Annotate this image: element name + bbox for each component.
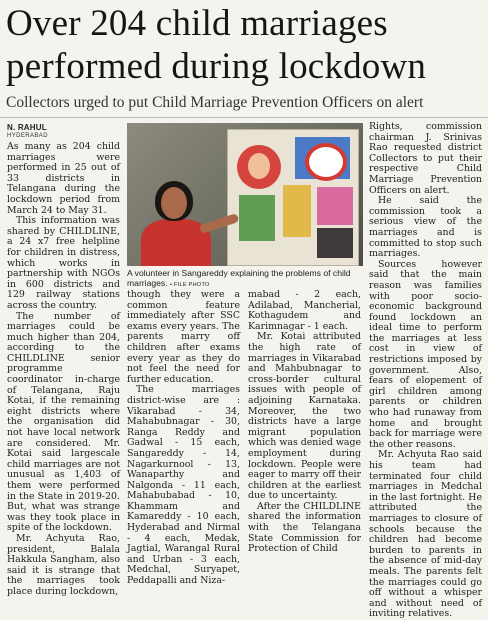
paragraph: The number of marriages could be much higher than 204, according to the CHILDLINE senior programme coordinator in-charge of Telangana, Raju Kotai, if the remaining eight districts where the organisation did not have local network are considered. Mr. Kotai said largescale child marriages are not unusual as 1,403 of them were performed in the State in 2019-20. But, what was strange was they took place in spite of the lockdown.	[7, 310, 120, 534]
paragraph: Sources however said that the main reason was families with poor socio-economic background found lockdown an ideal time to perform the marriages at less cost in view of restrictions imposed by government. Also, fears of elopement of girl children among parents or children who had runaway from home and brought back for marriage were the other reasons.	[369, 258, 482, 450]
paragraph: He said the commission took a serious view of the marriages and is committed to stop such marriages.	[369, 195, 482, 260]
column-2	[127, 290, 240, 587]
subheadline: Collectors urged to put Child Marriage Prevention Officers on alert	[6, 94, 424, 111]
divider	[0, 117, 488, 118]
column-3	[248, 290, 361, 555]
paragraph: As many as 204 child marriages were performed in 25 out of 33 districts in Telangana during the lockdown period from March 24 to May 31.	[7, 141, 120, 216]
paragraph: The marriages district-wise are : Vikarabad - 34, Mahabubnagar - 30, Ranga Reddy and Gadwal - 15 each, Sangareddy - 14, Nagarkurnool - 13, Wanaparthy and Nalgonda - 11 each, Mahabubabad - 10, Khammam and Kamareddy - 10 each, Hyderabad and Nirmal - 4 each, Medak, Jagtial, Warangal Rural and Urban - 3 each, Medchal, Suryapet, Peddapalli and Niza-	[127, 384, 240, 587]
headline-line-1: Over 204 child marriages	[6, 3, 388, 44]
column-4	[369, 122, 482, 620]
photo-caption: A volunteer in Sangareddy explaining the problems of child marriages. • FILE PHOTO	[127, 268, 351, 288]
headline	[6, 2, 482, 88]
headline-line-2: performed during lockdown	[6, 46, 427, 87]
byline: N. RAHUL	[7, 123, 47, 132]
paragraph: After the CHILDLINE shared the information with the Telangana State Commission for Protection of Child	[248, 500, 361, 555]
paragraph: Rights, commission chairman J. Srinivas Rao requested district Collectors to put their respective Child Marriage Prevention Officers on alert.	[369, 121, 482, 196]
article-photo	[127, 123, 363, 266]
column-1	[7, 142, 120, 598]
paragraph: mabad - 2 each, Adilabad, Mancherial, Kothagudem and Karimnagar - 1 each.	[248, 289, 361, 332]
no-sign-icon	[305, 143, 347, 181]
paragraph: Mr. Kotai attributed the high rate of marriages in Vikarabad and Mahbubnagar to cross-border cultural issues with people of adjoining Karnataka. Moreover, the two districts have a large migrant population which was denied wage employment during lockdown. People were eager to marry off their children at the earliest due to uncertainty.	[248, 331, 362, 502]
paragraph: This information was shared by CHILDLINE, a 24 x7 free helpline for children in distress, which works in partnership with NGOs in 600 districts and 129 railway stations across the country.	[7, 215, 120, 311]
dateline: HYDERABAD	[7, 133, 48, 139]
photo-credit: • FILE PHOTO	[169, 282, 210, 288]
paragraph: though they were a common feature immediately after SSC exams every years. The parents marry off children after exams every year as they do not feel the need for further education.	[127, 289, 240, 385]
paragraph: Mr. Achyuta Rao, president, Balala Hakkula Sangham, also said it is strange that the marriages took place during lockdown,	[7, 532, 120, 597]
paragraph: Mr. Achyuta Rao said his team had terminated four child marriages in Medchal in the last fortnight. He attributed the marriages to closure of schools because the children had become burden to parents in the absence of mid-day meals. The parents felt the marriages could go off without a whisper and without need of inviting relatives.	[369, 449, 482, 620]
